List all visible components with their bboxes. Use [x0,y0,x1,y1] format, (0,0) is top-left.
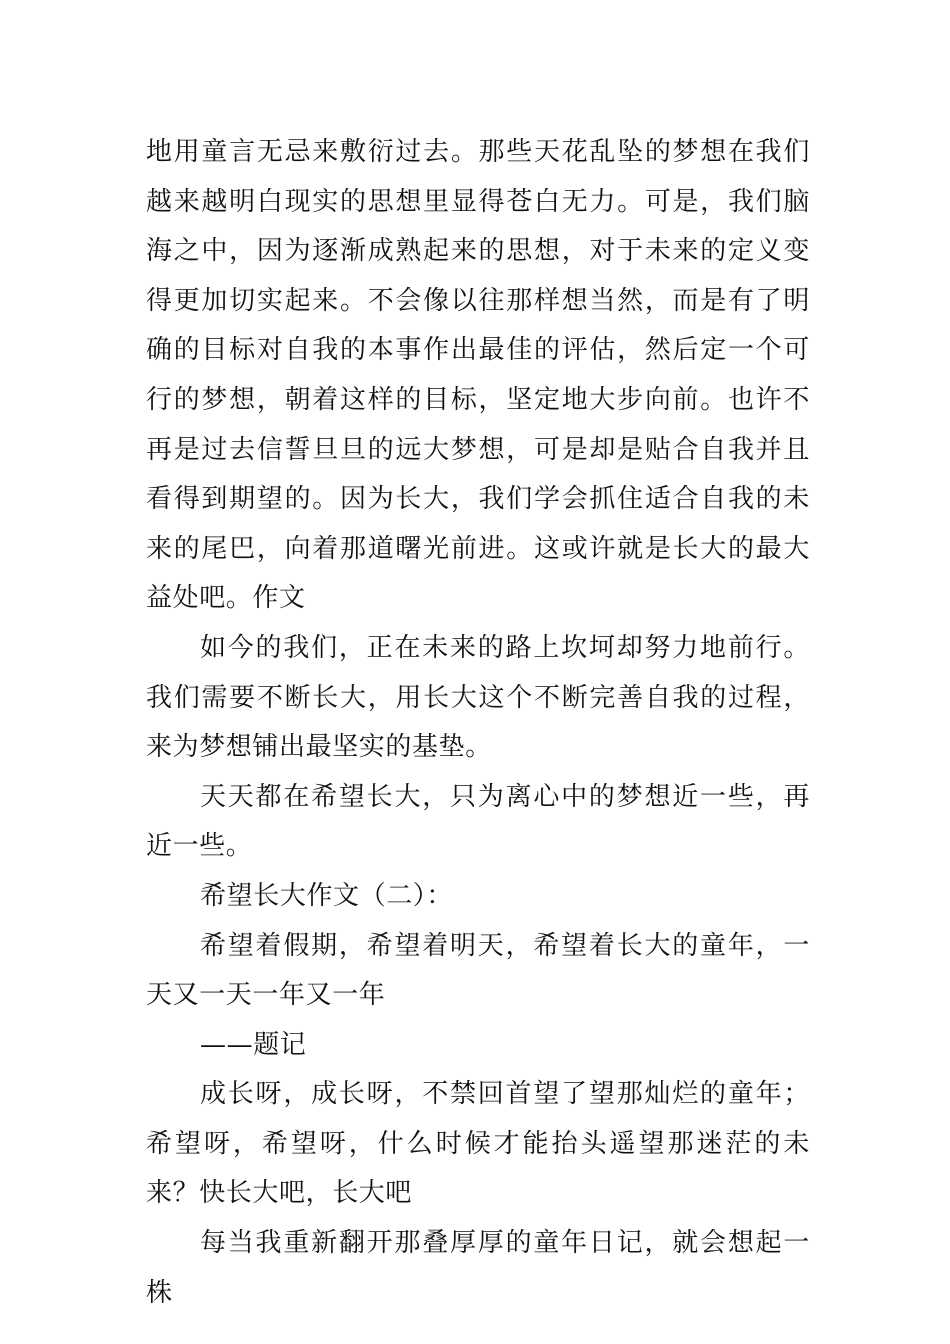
paragraph-present: 如今的我们，正在未来的路上坎坷却努力地前行。我们需要不断长大，用长大这个不断完善自我的过程，来为梦想铺出最坚实的基垫。 [146,632,810,763]
paragraph-diary: 每当我重新翻开那叠厚厚的童年日记，就会想起一株 [146,1228,810,1308]
paragraph-hope-closer: 天天都在希望长大，只为离心中的梦想近一些，再近一些。 [146,781,810,862]
paragraph-growing-up: 成长呀，成长呀，不禁回首望了望那灿烂的童年；希望呀，希望呀，什么时候才能抬头遥望那迷茫的未来？快长大吧，长大吧 [146,1079,810,1209]
section-heading: 希望长大作文（二）： [200,880,454,911]
epigraph-attribution: ——题记 [200,1029,307,1060]
paragraph-continuation: 地用童言无忌来敷衍过去。那些天花乱坠的梦想在我们越来越明白现实的思想里显得苍白无力。可是，我们脑海之中，因为逐渐成熟起来的思想，对于未来的定义变得更加切实起来。不会像以往那样想当然，而是有了明确的目标对自我的本事作出最佳的评估，然后定一个可行的梦想，朝着这样的目标，坚定地大步向前。也许不再是过去信誓旦旦的远大梦想，可是却是贴合自我并且看得到期望的。因为长大，我们学会抓住适合自我的未来的尾巴，向着那道曙光前进。这或许就是长大的最大益处吧。作文 [146,137,810,614]
paragraph-epigraph: 希望着假期，希望着明天，希望着长大的童年，一天又一天一年又一年 [146,930,810,1011]
document-body [146,128,810,1318]
